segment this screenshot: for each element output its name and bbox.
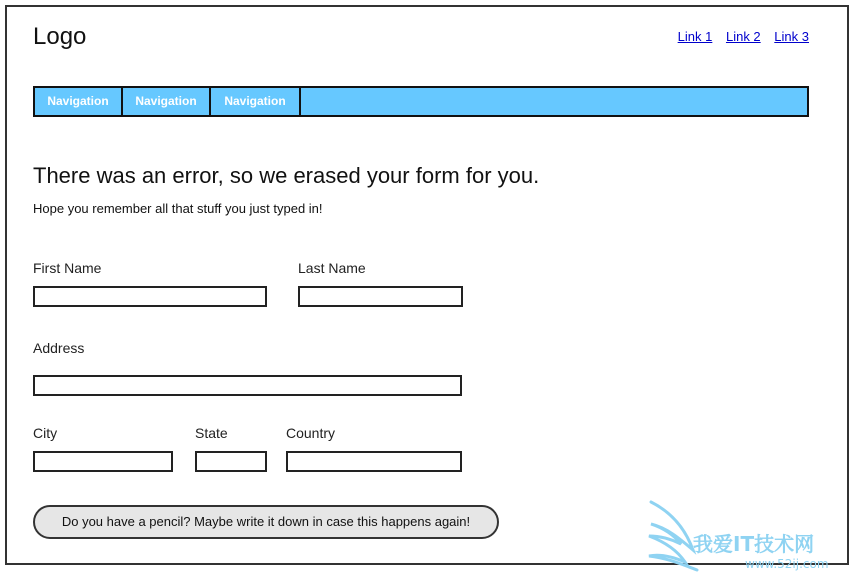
watermark-brand: 我爱IT技术网 xyxy=(693,532,815,556)
navigation-bar xyxy=(33,86,809,117)
nav-item-1[interactable]: Navigation xyxy=(35,88,123,115)
last-name-field[interactable] xyxy=(298,286,463,307)
nav-item-3[interactable]: Navigation xyxy=(211,88,301,115)
nav-item-2[interactable]: Navigation xyxy=(123,88,211,115)
address-field[interactable] xyxy=(33,375,462,396)
state-label: State xyxy=(195,425,228,441)
header-links xyxy=(668,29,809,44)
last-name-label: Last Name xyxy=(298,260,366,276)
logo: Logo xyxy=(33,23,87,50)
city-field[interactable] xyxy=(33,451,173,472)
country-field[interactable] xyxy=(286,451,462,472)
city-label: City xyxy=(33,425,58,441)
state-field[interactable] xyxy=(195,451,267,472)
link-3[interactable]: Link 3 xyxy=(774,29,809,44)
first-name-label: First Name xyxy=(33,260,102,276)
first-name-field[interactable] xyxy=(33,286,267,307)
error-headline: There was an error, so we erased your form for you. xyxy=(33,163,540,188)
pencil-button[interactable]: Do you have a pencil? Maybe write it down in case this happens again! xyxy=(33,505,499,539)
link-2[interactable]: Link 2 xyxy=(725,29,761,44)
watermark-url: www.52ij.com xyxy=(745,557,829,571)
country-label: Country xyxy=(286,425,336,441)
error-subtext: Hope you remember all that stuff you just typed in! xyxy=(33,201,323,216)
address-label: Address xyxy=(33,340,85,356)
link-1[interactable]: Link 1 xyxy=(677,29,713,44)
